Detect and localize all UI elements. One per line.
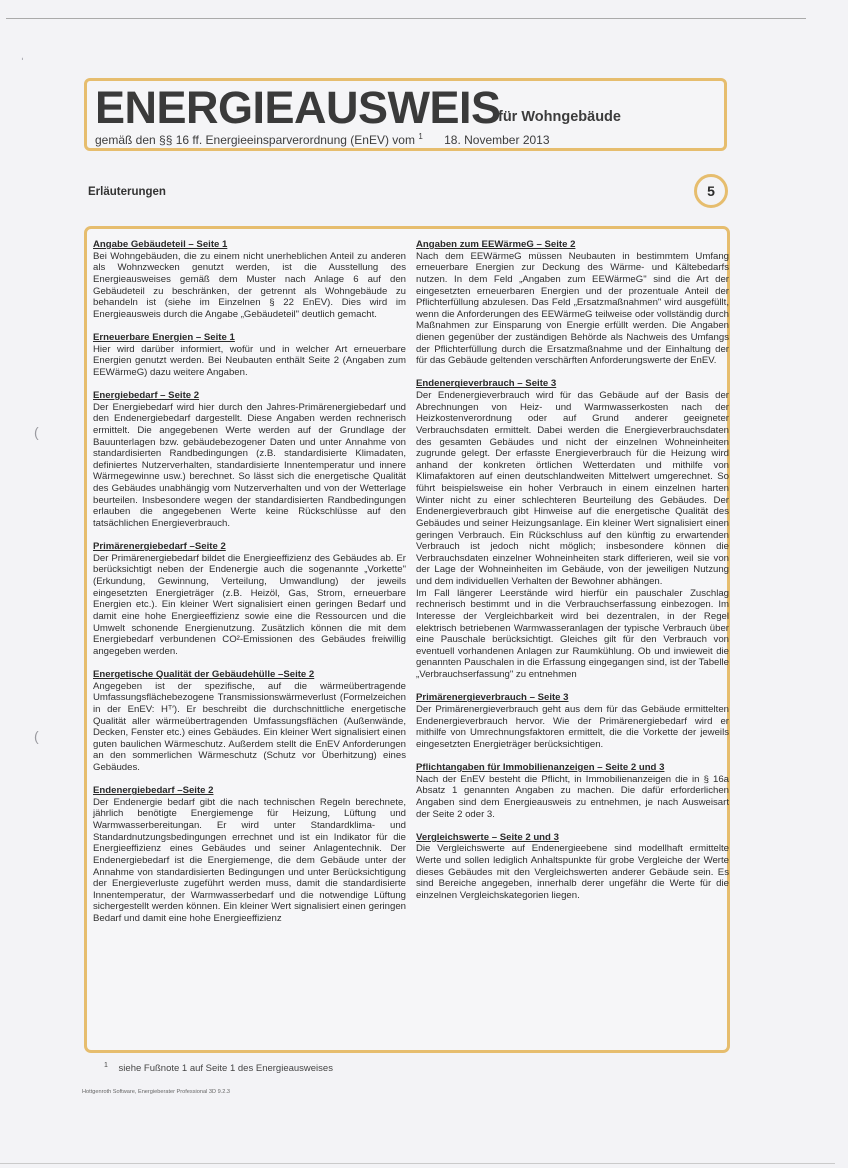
explanation-section xyxy=(416,239,729,367)
section-heading: Pflichtangaben für Immobilienanzeigen – Seite 2 und 3 xyxy=(416,762,665,774)
explanation-section xyxy=(93,239,406,320)
explanation-section xyxy=(93,669,406,774)
section-heading: Endenergieverbrauch – Seite 3 xyxy=(416,378,557,390)
document-subtitle xyxy=(95,132,550,147)
margin-mark: ( xyxy=(34,728,39,744)
section-heading: Energiebedarf – Seite 2 xyxy=(93,390,200,402)
section-paragraph: Die Vergleichswerte auf Endenergieebene sind modellhaft ermittelte Werte und sollen lediglich Anhaltspunkte für grobe Vergleiche der Werte dieses Gebäudes mit den Vergleichswerten anderer Gebäude sein. Es sind Bereiche angegeben, innerhalb derer ungefähr die Werte für die einzelnen Vergleichskategorien liegen. xyxy=(416,843,729,901)
document-title-suffix: für Wohngebäude xyxy=(498,109,621,125)
margin-mark: ( xyxy=(34,424,39,440)
section-heading: Primärenergieverbrauch – Seite 3 xyxy=(416,692,569,704)
scan-edge-top xyxy=(6,18,806,19)
section-heading: Angaben zum EEWärmeG – Seite 2 xyxy=(416,239,576,250)
document-title: ENERGIEAUSWEIS xyxy=(95,82,501,133)
footnote-ref: 1 xyxy=(418,132,423,141)
section-paragraph: Hier wird darüber informiert, wofür und in welcher Art erneuerbare Energien genutzt werden. Bei Neubauten enthält Seite 2 (Angaben zum EEWärmeG) dazu weitere Angaben. xyxy=(93,343,406,378)
section-paragraph: Der Primärenergiebedarf bildet die Energieeffizienz des Gebäudes ab. Er berücksichtigt neben der Endenergie auch die sogenannte „Vorkette" (Erkundung, Gewinnung, Verteilung, Umwandlung) der jeweils eingesetzten Energieträger (z.B. Heizöl, Gas, Strom, erneuerbare Energien etc.). Ein kleiner Wert signalisiert einen geringen Bedarf und damit eine hohe Energieeffizienz sowie eine die Ressourcen und die Umwelt schonende Energienutzung. Zusätzlich können die mit dem Energiebedarf verbundenen CO²-Emissionen des Gebäudes freiwillig angegeben werden. xyxy=(93,552,406,657)
section-heading: Erneuerbare Energien – Seite 1 xyxy=(93,331,235,343)
left-column xyxy=(93,239,406,936)
explanation-section xyxy=(416,378,729,680)
section-heading: Vergleichswerte – Seite 2 und 3 xyxy=(416,831,559,843)
document-header xyxy=(84,78,727,151)
section-paragraph: Angegeben ist der spezifische, auf die wärmeübertragende Umfassungsflächebezogene Transmissionswärmeverlust (Formelzeichen in der EnEV: Hᵀ′). Er beschreibt die durchschnittliche energetische Qualität aller wärmeübertragenden Umfassungsflächen (Außenwände, Decken, Fenster etc.) eines Gebäudes. Ein kleiner Wert signalisiert einen guten baulichen Wärmeschutz. Außerdem stellt die EnEV Anforderungen an den sommerlichen Wärmeschutz (Schutz vor Überhitzung) eines Gebäudes. xyxy=(93,680,406,773)
section-paragraph: Nach der EnEV besteht die Pflicht, in Immobilienanzeigen die in § 16a Absatz 1 genannten Angaben zu machen. Die dafür erforderlichen Angaben sind dem Energieausweis zu entnehmen, je nach Ausweisart der Seite 2 oder 3. xyxy=(416,773,729,820)
section-paragraph: Der Endenergieverbrauch wird für das Gebäude auf der Basis der Abrechnungen von Heiz- und Warmwasserkosten nach der Heizkostenverordnung oder auf Grund anderer geeigneter Verbrauchsdaten ermittelt. Dabei werden die Energieverbrauchsdaten des gesamten Gebäudes und nicht der einzelnen Wohneinheiten zugrunde gelegt. Der erfasste Energieverbrauch für die Heizung wird anhand der konkreten örtlichen Wetterdaten und mithilfe von Klimafaktoren auf einen deutschlandweiten Mittelwert umgerechnet. So führt beispielsweise ein hoher Verbrauch in einem einzelnen harten Winter nicht zu einer schlechteren Beurteilung des Gebäudes. Der Endenergieverbrauch gibt Hinweise auf die energetische Qualität des Gebäudes und seiner Heizungsanlage. Ein kleiner Wert signalisiert einen geringen Verbrauch. Ein Rückschluss auf den künftig zu erwartenden Verbrauch ist jedoch nicht möglich; insbesondere können die Verbrauchsdaten einzelner Wohneinheiten stark differieren, weil sie von der Lage der Wohneinheiten im Gebäude, von der jeweiligen Nutzung und dem individuellen Verhalten der Bewohner abhängen. xyxy=(416,390,729,588)
page-number-badge xyxy=(694,174,728,208)
explanations-box xyxy=(84,226,730,1053)
section-paragraph: Bei Wohngebäuden, die zu einem nicht unerheblichen Anteil zu anderen als Wohnzwecken genutzt werden, ist die Ausstellung des Energieausweises gemäß dem Muster nach Anlage 6 auf den Gebäudeteil zu beschränken, der getrennt als Wohngebäude zu behandeln ist (siehe im Einzelnen § 22 EnEV). Dies wird im Energieausweis durch die Angabe „Gebäudeteil" deutlich gemacht. xyxy=(93,250,406,320)
section-paragraph: Der Energiebedarf wird hier durch den Jahres-Primärenergiebedarf und den Endenergiebedarf dargestellt. Diese Angaben werden rechnerisch ermittelt. Die angegebenen Werte werden auf der Grundlage der Bauunterlagen bzw. gebäudebezogener Daten und unter Annahme von standardisierten Randbedingungen (z.B. standardisierte Klimadaten, definiertes Nutzerverhalten, standardisierte Innentemperatur und innere Wärmegewinne usw.) berechnet. So lässt sich die energetische Qualität des Gebäudes unabhängig vom Nutzerverhalten und von der Wetterlage beurteilen. Insbesondere wegen der standardisierten Randbedingungen erlauben die angegebenen Werte keine Rückschlüsse auf den tatsächlichen Energieverbrauch. xyxy=(93,401,406,529)
page-number: 5 xyxy=(707,183,715,199)
right-column xyxy=(416,239,729,913)
explanation-section xyxy=(93,332,406,379)
section-paragraph: Nach dem EEWärmeG müssen Neubauten in bestimmtem Umfang erneuerbare Energien zur Deckung des Wärme- und Kältebedarfs nutzen. In dem Feld „Angaben zum EEWärmeG" sind die Art der eingesetzten erneuerbaren Energien und der prozentuale Anteil der Pflichterfüllung abzulesen. Das Feld „Ersatzmaßnahmen" wird ausgefüllt, wenn die Anforderungen des EEWärmeG teilweise oder vollständig durch Maßnahmen zur Einsparung von Energie erfüllt werden. Die Angaben dienen gegenüber der zuständigen Behörde als Nachweis des Umfangs der Pflichterfüllung durch die Ersatzmaßnahme und der Einhaltung der für das Gebäude geltenden verschärften Anforderungswerte der EnEV. xyxy=(416,250,729,367)
footnote-marker: 1 xyxy=(104,1062,108,1069)
section-heading: Energetische Qualität der Gebäudehülle –Seite 2 xyxy=(93,669,315,680)
section-heading: Endenergiebedarf –Seite 2 xyxy=(93,785,214,797)
section-paragraph: Der Endenergie bedarf gibt die nach technischen Regeln berechnete, jährlich benötigte Energiemenge für Heizung, Lüftung und Warmwasserbereitungan. Er wird unter Standardklima- und Standardnutzungsbedingungen errechnet und ist ein Indikator für die Energieeffizienz eines Gebäudes und seiner Anlagentechnik. Der Endenergiebedarf ist die Energiemenge, die dem Gebäude unter der Annahme von standardisierten Bedingungen und unter Berücksichtigung der Energieverluste zugeführt werden muss, damit die standardisierte Innentemperatur, der Warmwasserbedarf und die notwendige Lüftung sichergestellt werden können. Ein kleiner Wert signalisiert einen geringen Bedarf und damit eine hohe Energieeffizienz xyxy=(93,796,406,925)
margin-mark: ˌ xyxy=(20,44,25,60)
explanation-section xyxy=(93,390,406,530)
section-paragraph: Im Fall längerer Leerstände wird hierfür ein pauschaler Zuschlag rechnerisch bestimmt und in die Verbrauchserfassung einbezogen. Im Interesse der Vergleichbarkeit wird bei dezentralen, in der Regel elektrisch betriebenen Warmwasseranlagen der typische Verbrauch über eine Pauschale berücksichtigt. Gleiches gilt für den Verbrauch von eventuell vorhandenen Anlagen zur Raumkühlung. Ob und inwieweit die genannten Pauschalen in die Erfassung eingegangen sind, ist der Tabelle „Verbrauchserfassung" zu entnehmen xyxy=(416,587,729,681)
regulation-date: 18. November 2013 xyxy=(444,133,550,147)
footnote xyxy=(104,1062,333,1074)
software-credit: Hottgenroth Software, Energieberater Professional 3D 9.2.3 xyxy=(82,1089,231,1095)
explanation-section xyxy=(416,692,729,750)
subtitle-text: gemäß den §§ 16 ff. Energieeinsparverordnung (EnEV) vom xyxy=(95,133,415,147)
section-paragraph: Der Primärenergieverbrauch geht aus dem für das Gebäude ermittelten Endenergieverbrauch hervor. Wie der Primärenergiebedarf wird er mithilfe von Umrechnungsfaktoren ermittelt, die die Vorkette der jeweils eingesetzten Energieträger berücksichtigen. xyxy=(416,703,729,750)
section-heading: Angabe Gebäudeteil – Seite 1 xyxy=(93,239,228,250)
explanation-section xyxy=(93,541,406,657)
explanation-section xyxy=(416,832,729,902)
explanation-section xyxy=(416,762,729,820)
footnote-text: siehe Fußnote 1 auf Seite 1 des Energieausweises xyxy=(118,1063,333,1075)
scan-edge-bottom xyxy=(0,1163,835,1164)
explanation-section xyxy=(93,785,406,925)
section-label: Erläuterungen xyxy=(88,186,166,198)
section-heading: Primärenergiebedarf –Seite 2 xyxy=(93,541,226,553)
